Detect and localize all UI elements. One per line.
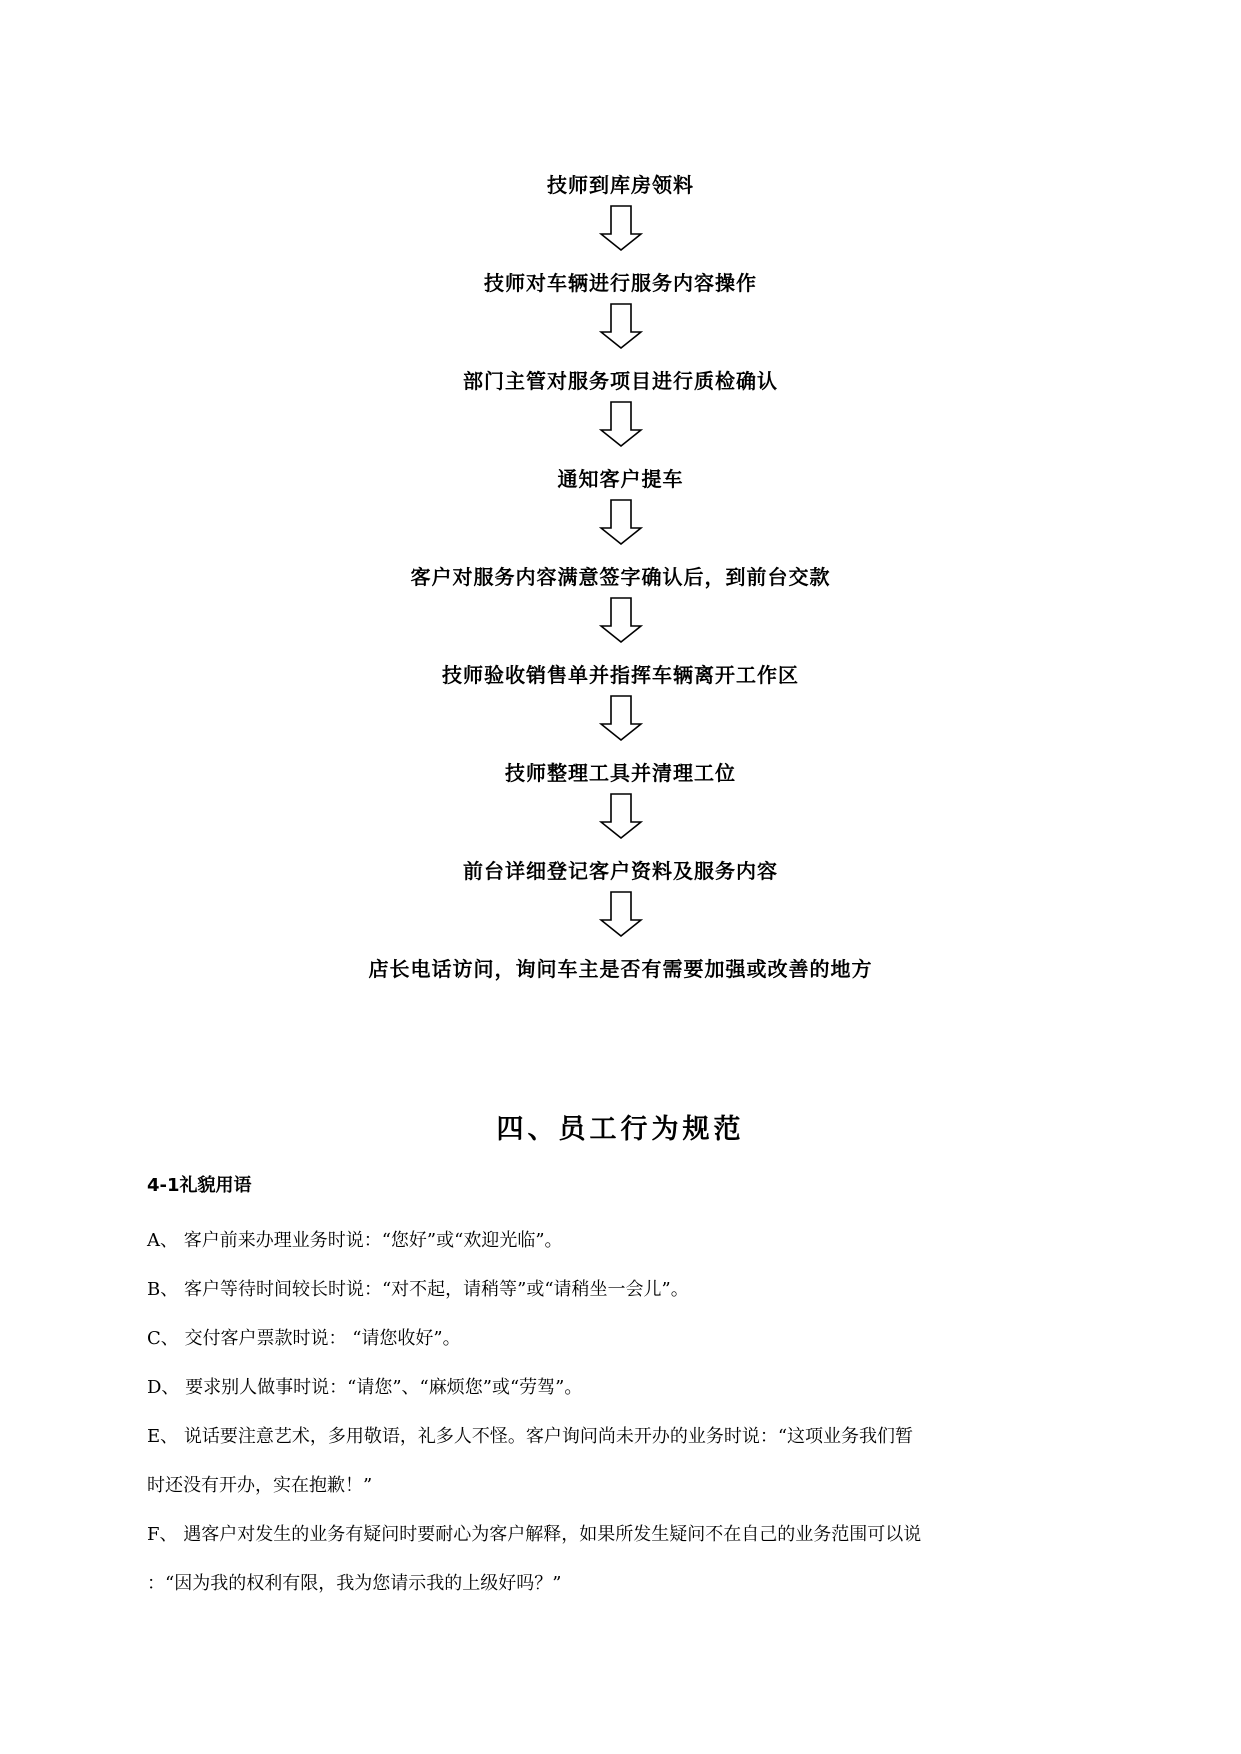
down-arrow-icon (0, 494, 1241, 562)
paragraph-line: D、 要求别人做事时说：“请您”、“麻烦您”或“劳驾”。 (147, 1377, 583, 1398)
section-body (147, 1216, 1097, 1608)
service-flowchart (0, 170, 1241, 984)
paragraph-line: E、 说话要注意艺术，多用敬语，礼多人不怪。客户询问尚未开办的业务时说：“这项业务我们暂 (147, 1426, 914, 1447)
section-title: 四、员工行为规范 (496, 1114, 745, 1145)
paragraph-line: ：“因为我的权利有限，我为您请示我的上级好吗？” (147, 1573, 562, 1594)
flow-step-8: 前台详细登记客户资料及服务内容 (463, 859, 778, 883)
down-arrow-icon (0, 788, 1241, 856)
paragraph-line: C、 交付客户票款时说： “请您收好”。 (147, 1328, 461, 1349)
down-arrow-icon (0, 886, 1241, 954)
paragraph-line: A、 客户前来办理业务时说：“您好”或“欢迎光临”。 (147, 1230, 563, 1251)
down-arrow-icon (0, 690, 1241, 758)
down-arrow-icon (0, 298, 1241, 366)
paragraph-line: 时还没有开办，实在抱歉！” (147, 1475, 373, 1496)
flow-step-1: 技师到库房领料 (547, 173, 694, 197)
paragraph-line: B、 客户等待时间较长时说：“对不起，请稍等”或“请稍坐一会儿”。 (147, 1279, 689, 1300)
flow-step-5: 客户对服务内容满意签字确认后，到前台交款 (410, 565, 831, 589)
subsection-title: 4-1礼貌用语 (147, 1175, 252, 1196)
down-arrow-icon (0, 592, 1241, 660)
flow-step-9: 店长电话访问，询问车主是否有需要加强或改善的地方 (368, 957, 873, 981)
flow-step-4: 通知客户提车 (557, 467, 684, 491)
flow-step-7: 技师整理工具并清理工位 (505, 761, 736, 785)
down-arrow-icon (0, 396, 1241, 464)
flow-step-2: 技师对车辆进行服务内容操作 (484, 271, 757, 295)
flow-step-6: 技师验收销售单并指挥车辆离开工作区 (442, 663, 799, 687)
paragraph-line: F、 遇客户对发生的业务有疑问时要耐心为客户解释，如果所发生疑问不在自己的业务范围可以说 (147, 1524, 922, 1545)
down-arrow-icon (0, 200, 1241, 268)
flow-step-3: 部门主管对服务项目进行质检确认 (463, 369, 778, 393)
